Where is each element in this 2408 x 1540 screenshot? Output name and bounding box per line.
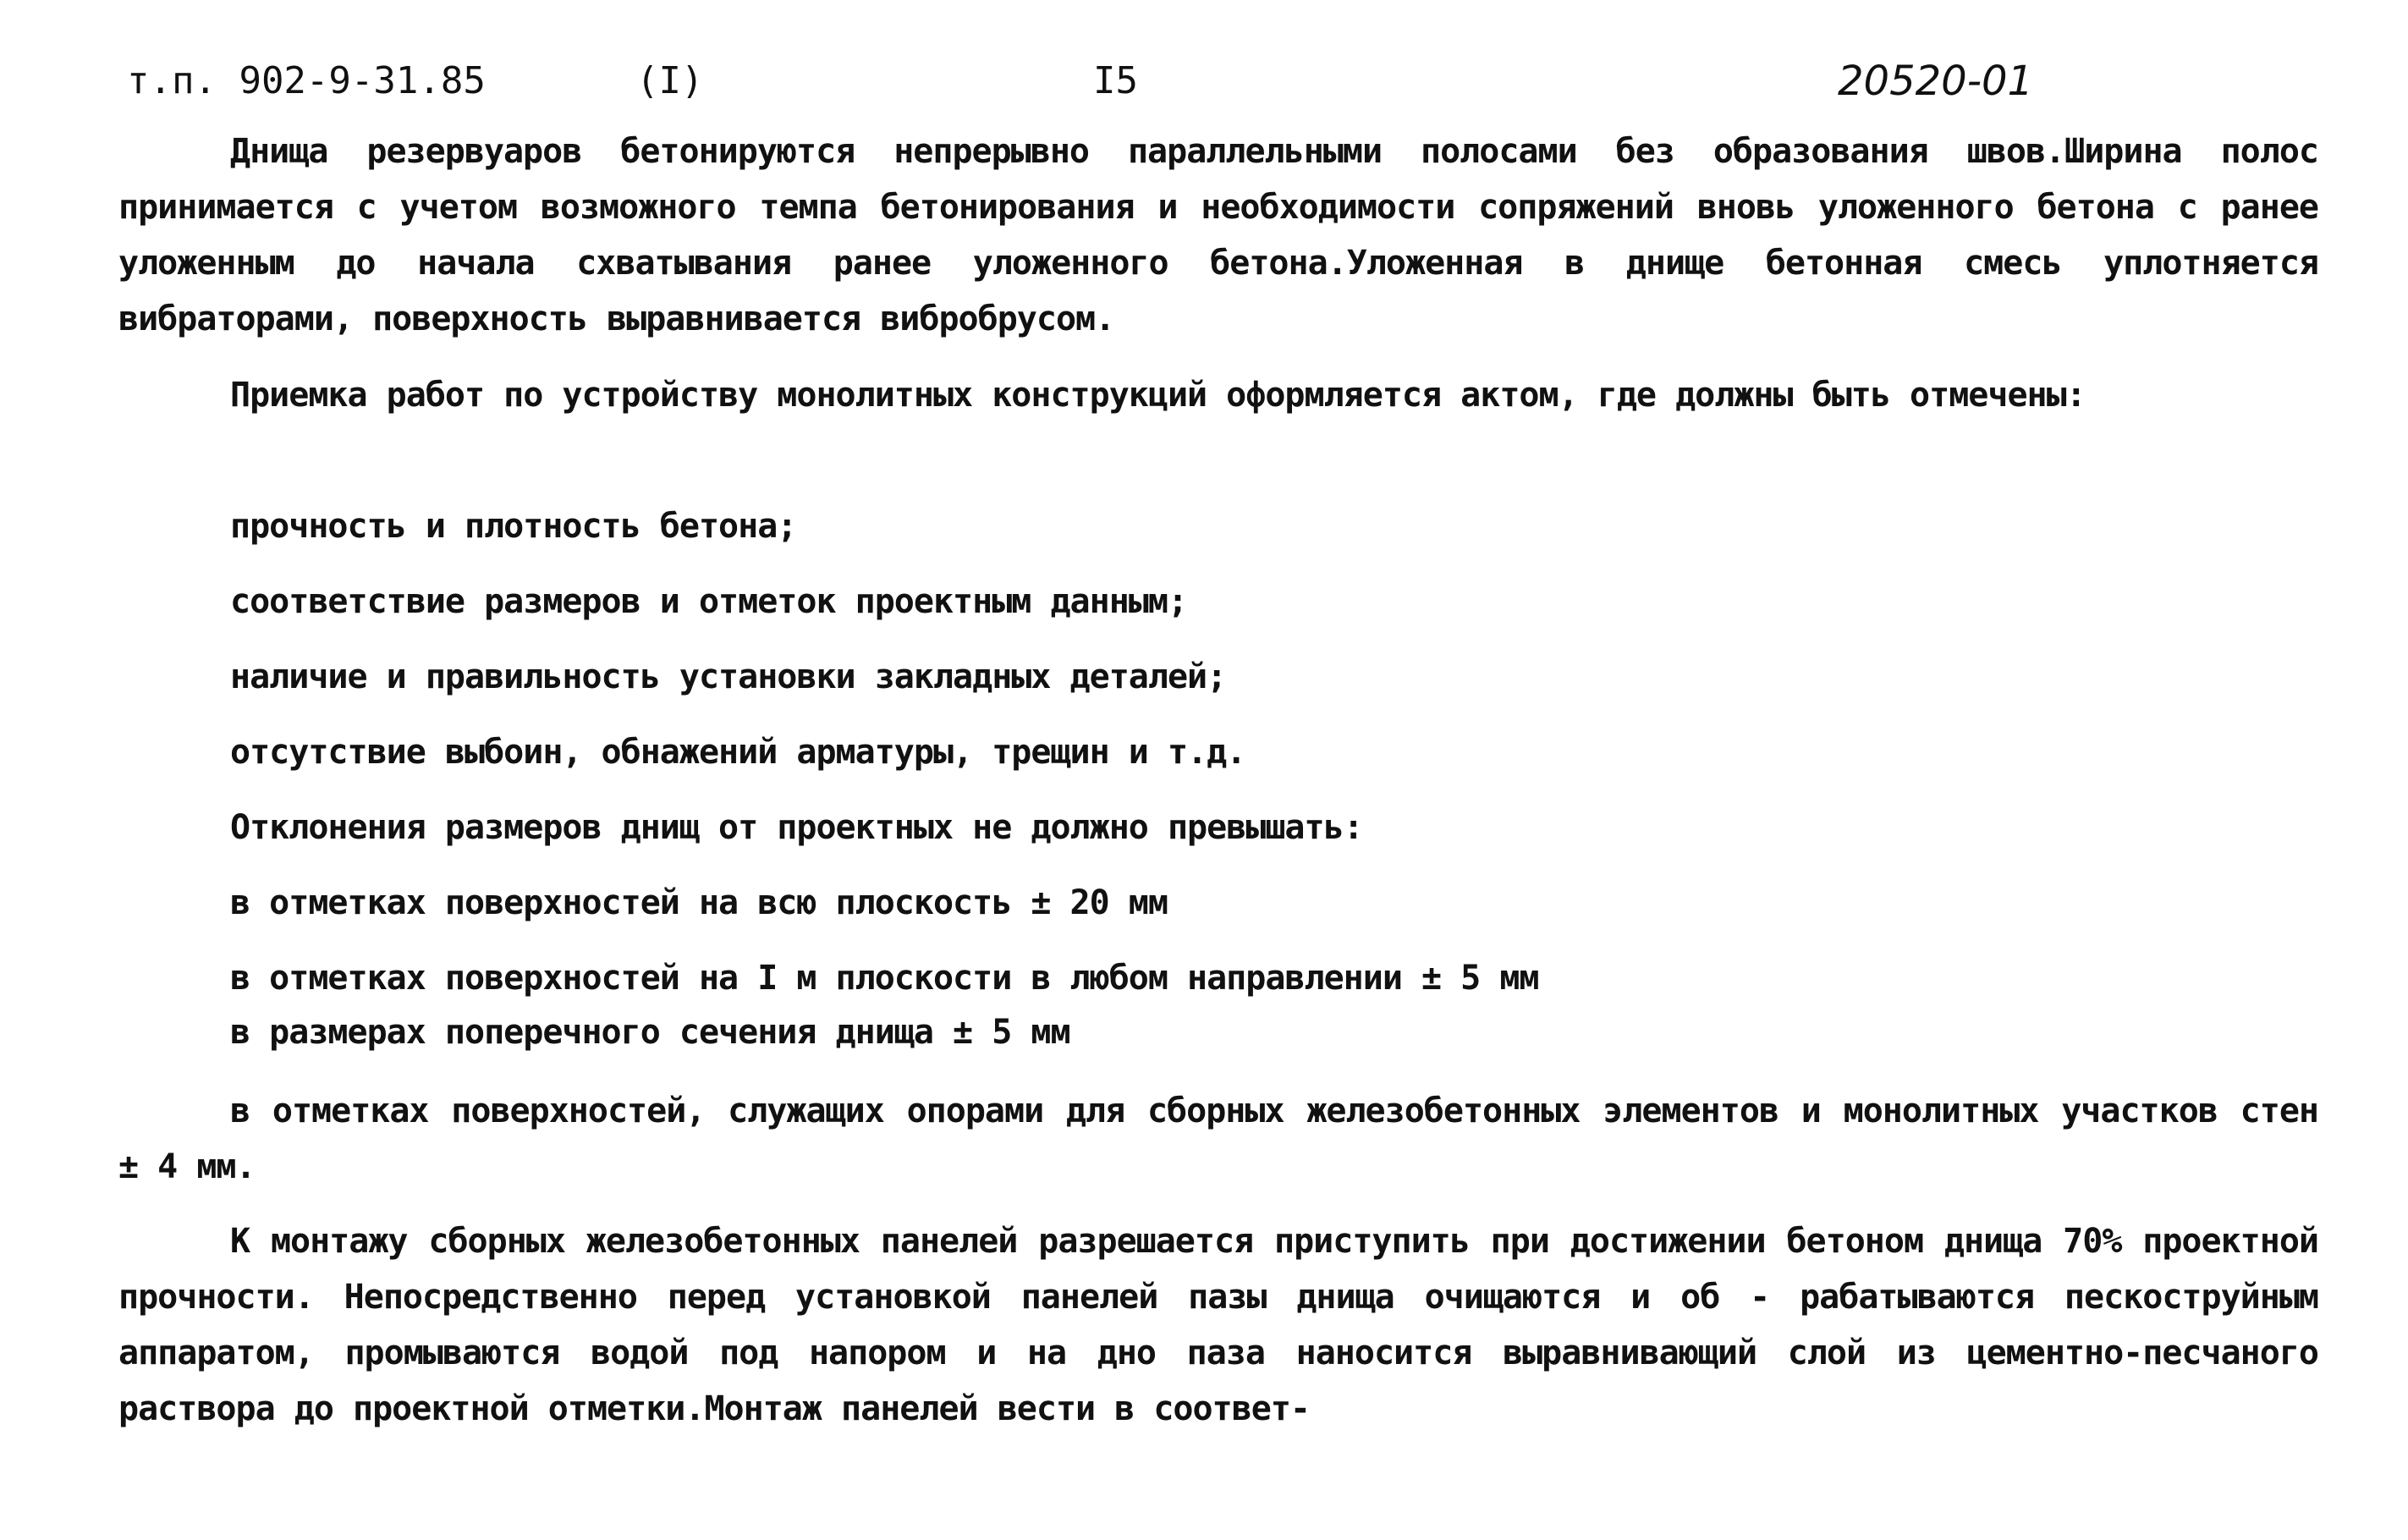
paragraph-text: К монтажу сборных железобетонных панелей разрешается приступить при достижении бетоном днища 70% проектной прочности. Непосредственно перед установкой панелей пазы днища очищаются и об - рабатываются пескоструйным аппаратом, промываются водой под напором и на дно паза наносится выравнивающий слой из цементно-песчаного раствора до проектной отметки.Монтаж панелей вести в соответ- [118, 1222, 2318, 1428]
list-item-deviation-plane: в отметках поверхностей на всю плоскость ± 20 мм [230, 883, 1168, 922]
list-item-strength: прочность и плотность бетона; [230, 507, 797, 546]
paragraph-text: Днища резервуаров бетонируются непрерывно параллельными полосами без образования швов.Ширина полос принимается с учетом возможного темпа бетонирования и необходимости сопряжений вновь уложенного бетона с ранее уложенным до начала схватывания ранее уложенного бетона.Уложенная в днище бетонная смесь уплотняется вибраторами, поверхность выравнивается вибробрусом. [118, 132, 2318, 338]
paragraph-bottom-concreting [118, 124, 2318, 347]
list-item-deviation-section: в размерах поперечного сечения днища ± 5 мм [230, 1013, 1070, 1052]
list-item-dimensions: соответствие размеров и отметок проектным данным; [230, 582, 1188, 621]
deviations-intro: Отклонения размеров днищ от проектных не должно превышать: [230, 808, 1363, 847]
page-number: I5 [1093, 59, 1138, 102]
paragraph-text: Приемка работ по устройству монолитных конструкций оформляется актом, где должны быть отмечены: [230, 376, 2086, 415]
paragraph-support-surfaces [118, 1083, 2318, 1195]
document-code: т.п. 902-9-31.85 [127, 59, 486, 102]
list-item-deviation-per-meter: в отметках поверхностей на I м плоскости в любом направлении ± 5 мм [230, 959, 1539, 998]
album-number: 20520-01 [1838, 58, 2034, 105]
paragraph-text: в отметках поверхностей, служащих опорами для сборных железобетонных элементов и монолитных участков стен ± 4 мм. [118, 1092, 2318, 1186]
paragraph-panel-mounting [118, 1213, 2318, 1437]
part-number: (I) [636, 59, 704, 102]
paragraph-acceptance [118, 367, 2318, 423]
list-item-defects: отсутствие выбоин, обнажений арматуры, трещин и т.д. [230, 733, 1246, 772]
list-item-embedded-parts: наличие и правильность установки закладных деталей; [230, 657, 1227, 696]
